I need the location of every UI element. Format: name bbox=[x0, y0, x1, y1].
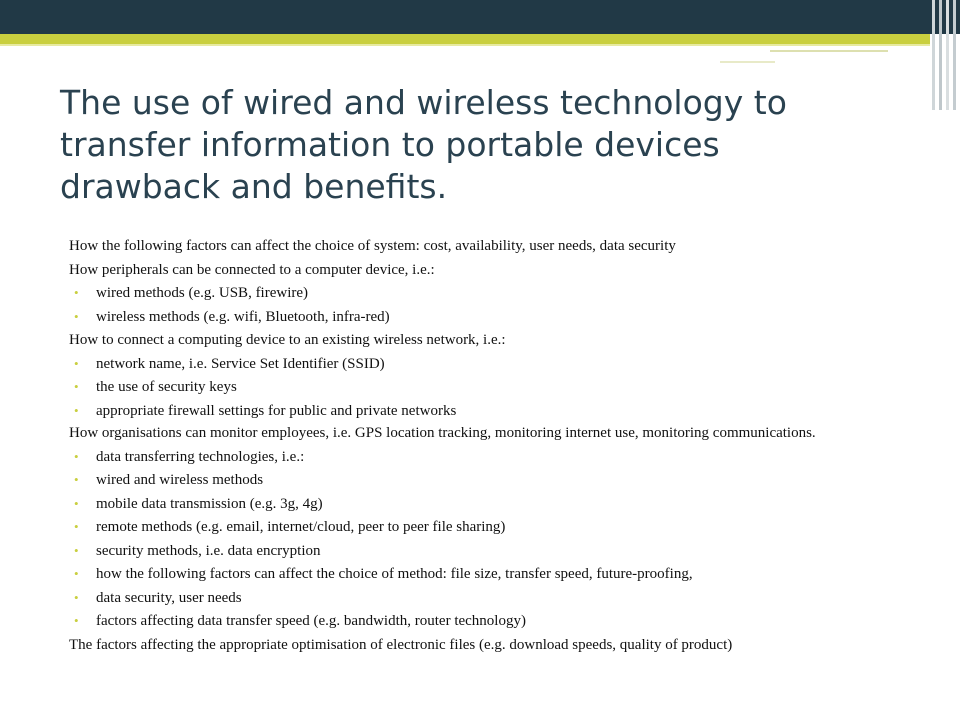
bullet-icon: • bbox=[74, 566, 79, 581]
bullet-icon: • bbox=[74, 448, 79, 464]
bullet-item bbox=[69, 284, 929, 302]
slide-title-line: The use of wired and wireless technology to bbox=[60, 83, 787, 122]
bullet-item bbox=[69, 518, 929, 536]
decorative-rail bbox=[946, 0, 949, 110]
decorative-rails bbox=[930, 0, 960, 110]
body-paragraph bbox=[69, 331, 929, 349]
item-text: the use of security keys bbox=[96, 379, 237, 395]
bullet-item bbox=[69, 589, 929, 607]
bullet-icon: • bbox=[74, 542, 79, 558]
body-paragraph bbox=[69, 237, 929, 255]
bullet-icon: • bbox=[74, 355, 79, 371]
slide-title-line: drawback and benefits. bbox=[60, 167, 448, 206]
bullet-icon: • bbox=[74, 379, 79, 394]
bullet-icon: • bbox=[74, 519, 79, 534]
body-paragraph bbox=[69, 636, 929, 654]
bullet-item bbox=[69, 612, 929, 630]
slide-title-line: transfer information to portable devices bbox=[60, 125, 720, 164]
body-paragraph bbox=[69, 261, 929, 279]
decorative-rail bbox=[953, 0, 956, 110]
bullet-icon: • bbox=[74, 402, 79, 418]
item-text: wireless methods (e.g. wifi, Bluetooth, infra-red) bbox=[96, 308, 390, 325]
item-text: wired and wireless methods bbox=[96, 472, 264, 488]
accent-band bbox=[0, 34, 930, 44]
item-text: security methods, i.e. data encryption bbox=[96, 542, 321, 559]
item-text: data transferring technologies, i.e.: bbox=[96, 448, 305, 465]
decorative-rule bbox=[770, 50, 888, 52]
bullet-item bbox=[69, 308, 929, 326]
item-text: How organisations can monitor employees, i.e. GPS location tracking, monitoring internet use, monitoring communications. bbox=[69, 425, 816, 441]
item-text: appropriate firewall settings for public and private networks bbox=[96, 402, 457, 419]
bullet-item bbox=[69, 448, 929, 466]
header-bar bbox=[0, 0, 960, 34]
item-text: network name, i.e. Service Set Identifier (SSID) bbox=[96, 355, 385, 372]
bullet-icon: • bbox=[74, 589, 79, 605]
slide-title bbox=[60, 82, 920, 208]
bullet-icon: • bbox=[74, 495, 79, 511]
bullet-item bbox=[69, 495, 929, 513]
bullet-item bbox=[69, 378, 929, 396]
item-text: How to connect a computing device to an existing wireless network, i.e.: bbox=[69, 332, 506, 348]
item-text: wired methods (e.g. USB, firewire) bbox=[96, 285, 309, 301]
decorative-rail bbox=[939, 0, 942, 110]
bullet-item bbox=[69, 565, 929, 583]
bullet-icon: • bbox=[74, 285, 79, 300]
item-text: How peripherals can be connected to a computer device, i.e.: bbox=[69, 261, 435, 278]
item-text: mobile data transmission (e.g. 3g, 4g) bbox=[96, 495, 323, 512]
item-text: data security, user needs bbox=[96, 589, 242, 606]
item-text: how the following factors can affect the choice of method: file size, transfer speed, future-proofing, bbox=[96, 566, 693, 582]
item-text: factors affecting data transfer speed (e.g. bandwidth, router technology) bbox=[96, 613, 526, 629]
item-text: How the following factors can affect the choice of system: cost, availability, user needs, data security bbox=[69, 238, 676, 254]
bullet-item bbox=[69, 402, 929, 420]
item-text: The factors affecting the appropriate optimisation of electronic files (e.g. download speeds, quality of product) bbox=[69, 636, 733, 653]
bullet-item bbox=[69, 471, 929, 489]
bullet-icon: • bbox=[74, 613, 79, 628]
decorative-rule bbox=[720, 61, 775, 63]
bullet-icon: • bbox=[74, 308, 79, 324]
bullet-icon: • bbox=[74, 472, 79, 487]
body-paragraph bbox=[69, 425, 929, 442]
decorative-rail bbox=[932, 0, 935, 110]
slide-body bbox=[69, 237, 929, 659]
item-text: remote methods (e.g. email, internet/cloud, peer to peer file sharing) bbox=[96, 519, 506, 535]
accent-band-highlight bbox=[0, 44, 930, 46]
bullet-item bbox=[69, 355, 929, 373]
bullet-item bbox=[69, 542, 929, 560]
